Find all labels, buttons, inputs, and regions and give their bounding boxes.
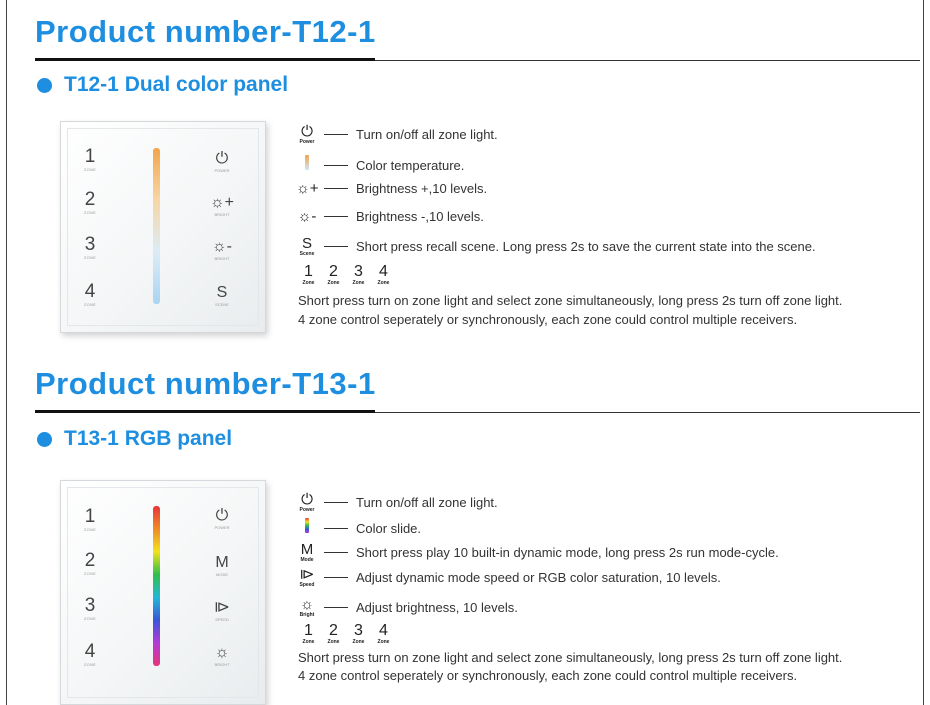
title-underline	[35, 410, 375, 413]
legend-row-brightness-plus: ☼+ Brightness +,10 levels.	[296, 180, 488, 197]
panel-subtitle: T12-1 Dual color panel	[64, 73, 289, 96]
legend-row-speed: ⧐ Speed Adjust dynamic mode speed or RGB color saturation, 10 levels.	[296, 567, 721, 588]
brightness-plus-icon: ☼+	[296, 180, 319, 197]
panel-zone-4: 4 ZONE	[83, 281, 97, 307]
color-temperature-bar-icon	[296, 155, 318, 175]
color-temperature-bar	[153, 148, 160, 304]
panel-zone-3: 3 ZONE	[83, 595, 97, 621]
zone-2-label: 2 Zone	[327, 263, 340, 286]
color-slide-bar-icon	[296, 518, 318, 538]
zone-3-label: 3 Zone	[352, 622, 365, 645]
title-underline	[35, 58, 375, 61]
product-title: Product number-T12-1	[35, 14, 376, 49]
panel-zone-2: 2 ZONE	[83, 550, 97, 576]
panel-image	[60, 121, 266, 333]
legend-row-color-temperature: Color temperature.	[296, 155, 464, 175]
title-rule	[375, 60, 920, 61]
panel-image	[60, 480, 266, 705]
zone-3-label: 3 Zone	[352, 263, 365, 286]
brightness-minus-icon: ☼-	[297, 208, 317, 225]
panel-brightness-minus-icon: ☼- BRIGHT	[212, 238, 232, 261]
legend-row-color-slide: Color slide.	[296, 518, 421, 538]
product-title: Product number-T13-1	[35, 366, 376, 401]
zone-note-line-2: 4 zone control seperately or synchronously, each zone could control multiple receivers.	[298, 668, 798, 683]
brightness-icon: ☼ Bright	[299, 596, 315, 618]
mode-icon: M Mode	[300, 541, 314, 563]
legend-row-brightness-minus: ☼- Brightness -,10 levels.	[297, 208, 484, 225]
bullet-dot-icon	[37, 432, 52, 447]
panel-brightness-icon: ☼ BRIGHT	[214, 644, 230, 667]
zone-1-label: 1 Zone	[302, 263, 315, 286]
panel-subtitle-row	[37, 427, 232, 451]
speed-icon: ⧐ Speed	[299, 566, 315, 588]
legend-zone-numbers	[296, 264, 396, 286]
zone-note-line-2: 4 zone control seperately or synchronously, each zone could control multiple receivers.	[298, 312, 798, 327]
zone-1-label: 1 Zone	[302, 622, 315, 645]
panel-zone-3: 3 ZONE	[83, 234, 97, 260]
panel-brightness-plus-icon: ☼+ BRIGHT	[209, 194, 234, 217]
legend-row-power: ⏻ Power Turn on/off all zone light.	[296, 124, 498, 145]
panel-scene-icon: S SCENE	[215, 284, 229, 307]
panel-speed-icon: ⧐ SPEED	[214, 599, 230, 622]
zone-4-label: 4 Zone	[377, 263, 390, 286]
zone-note-line-1: Short press turn on zone light and select zone simultaneously, long press 2s turn off zone light.	[298, 650, 843, 665]
panel-zone-2: 2 ZONE	[83, 189, 97, 215]
panel-subtitle: T13-1 RGB panel	[64, 427, 233, 450]
scene-icon: S Scene	[299, 235, 315, 257]
panel-subtitle-row	[37, 73, 288, 97]
panel-zone-1: 1 ZONE	[83, 146, 97, 172]
panel-power-icon: ⏻ POWER	[214, 507, 230, 530]
rgb-color-bar	[153, 506, 160, 666]
zone-4-label: 4 Zone	[377, 622, 390, 645]
legend-zone-numbers	[296, 623, 396, 645]
legend-row-mode: M Mode Short press play 10 built-in dynamic mode, long press 2s run mode-cycle.	[296, 542, 779, 563]
panel-zone-1: 1 ZONE	[83, 506, 97, 532]
legend-row-power: ⏻ Power Turn on/off all zone light.	[296, 492, 498, 513]
panel-mode-icon: M MODE	[215, 554, 229, 577]
panel-power-icon: ⏻ POWER	[214, 150, 230, 173]
title-rule	[375, 412, 920, 413]
zone-note-line-1: Short press turn on zone light and select zone simultaneously, long press 2s turn off zone light.	[298, 293, 843, 308]
power-icon: ⏻ Power	[299, 123, 315, 145]
legend-row-brightness: ☼ Bright Adjust brightness, 10 levels.	[296, 597, 518, 618]
bullet-dot-icon	[37, 78, 52, 93]
zone-2-label: 2 Zone	[327, 622, 340, 645]
legend-row-scene: S Scene Short press recall scene. Long press 2s to save the current state into the scene.	[296, 236, 816, 257]
power-icon: ⏻ Power	[299, 491, 315, 513]
panel-zone-4: 4 ZONE	[83, 641, 97, 667]
